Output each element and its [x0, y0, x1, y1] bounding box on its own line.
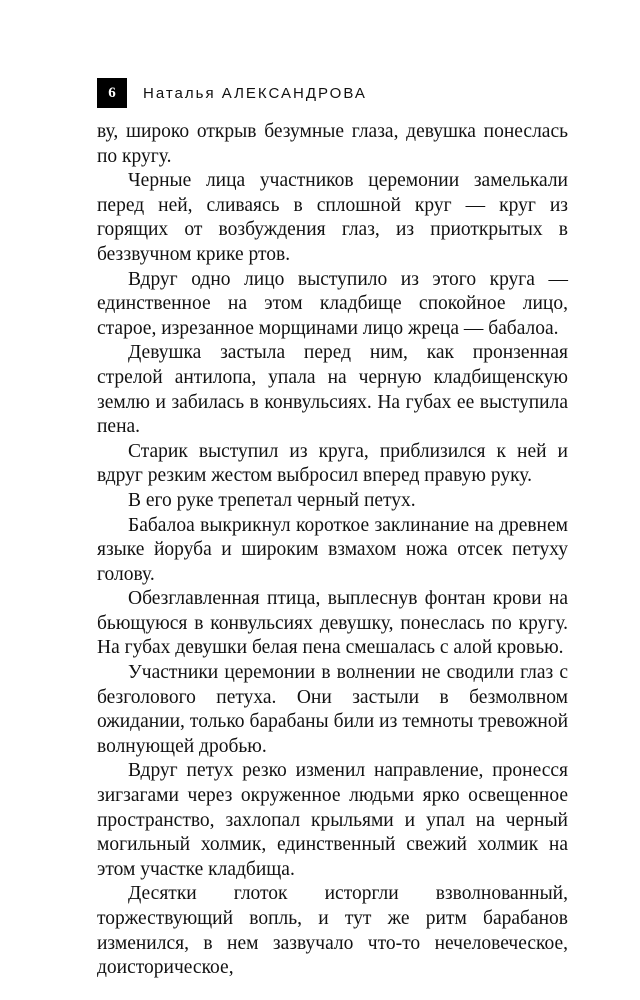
body-text [97, 120, 568, 981]
paragraph: Черные лица участников церемонии замелькали перед ней, сливаясь в сплошной круг — круг из горящих от возбуждения глаз, из приоткрытых в беззвучном крике ртов. [97, 170, 568, 265]
paragraph: Обезглавленная птица, выплеснув фонтан крови на бьющуюся в конвульсиях девушку, понеслась по кругу. На губах девушки белая пена смешалась с алой кровью. [97, 588, 568, 659]
paragraph: ву, широко открыв безумные глаза, девушка понеслась по кругу. [97, 121, 568, 167]
paragraph: Десятки глоток исторгли взволнованный, торжествующий вопль, и тут же ритм барабанов изменился, в нем зазвучало что-то нечеловеческое, доисторическое, [97, 883, 568, 979]
paragraph: Участники церемонии в волнении не сводили глаз с безголового петуха. Они застыли в безмолвном ожидании, только барабаны били из темноты тревожной волнующей дробью. [97, 662, 568, 757]
paragraph: Бабалоа выкрикнул короткое заклинание на древнем языке йоруба и широким взмахом ножа отсек петуху голову. [97, 514, 568, 585]
running-header [97, 78, 367, 108]
page-number: 6 [97, 78, 127, 108]
running-header-author: Наталья АЛЕКСАНДРОВА [143, 84, 367, 102]
paragraph: Девушка застыла перед ним, как пронзенная стрелой антилопа, упала на черную кладбищенскую землю и забилась в конвульсиях. На губах ее выступила пена. [97, 342, 568, 438]
paragraph: В его руке трепетал черный петух. [128, 489, 416, 511]
paragraph: Старик выступил из круга, приблизился к ней и вдруг резким жестом выбросил вперед правую руку. [97, 440, 568, 487]
paragraph: Вдруг петух резко изменил направление, пронесся зигзагами через окруженное людьми ярко освещенное пространство, захлопал крыльями и упал на черный могильный холмик, единственный свежий холмик на этом участке кладбища. [97, 760, 568, 880]
paragraph: Вдруг одно лицо выступило из этого круга — единственное на этом кладбище спокойное лицо, старое, изрезанное морщинами лицо жреца — бабалоа. [97, 268, 568, 339]
